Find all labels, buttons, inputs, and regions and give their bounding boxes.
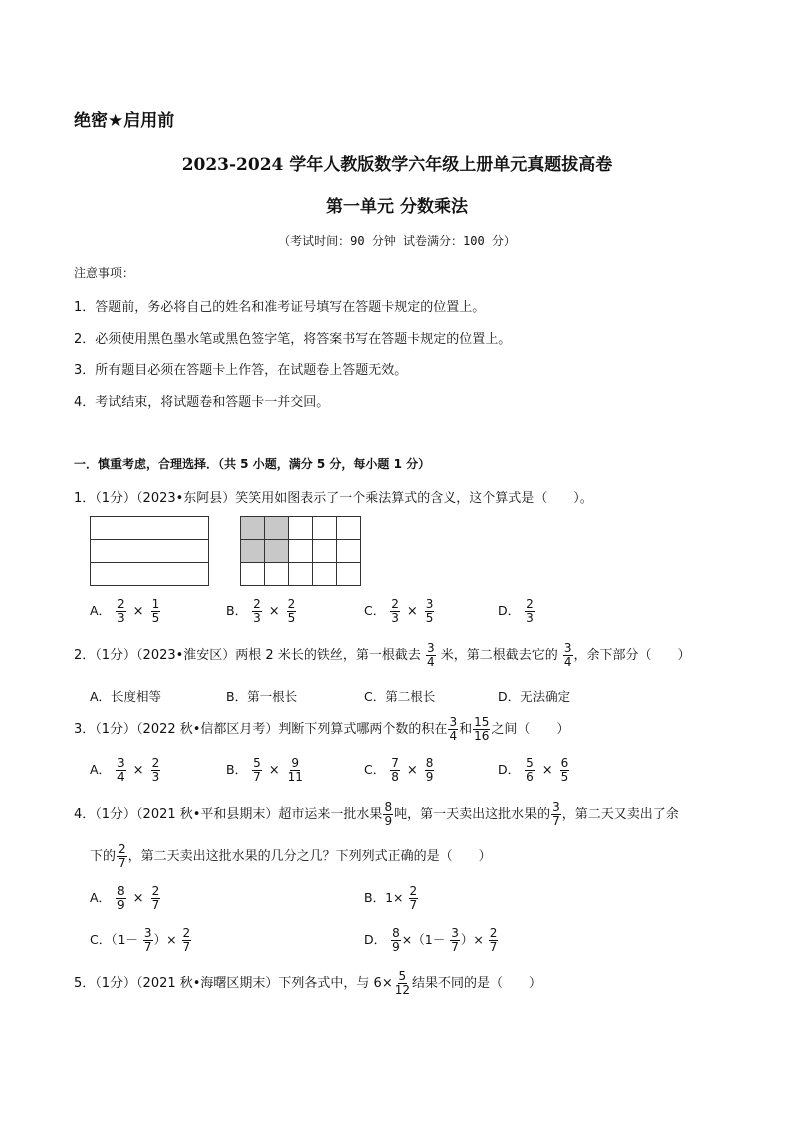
- question-2-stem: 2．（1分）（2023•淮安区）两根 2 米长的铁丝，第一根截去 $\frac{3}{4}$ 米，第二根截去它的 $\frac{3}{4}$ ，余下部分（ ）: [74, 641, 691, 669]
- q1-figure-left-grid: [90, 516, 209, 586]
- section-1-title: 一．慎重考虑，合理选择．（共 5 小题，满分 5 分，每小题 1 分）: [74, 457, 431, 471]
- shaded-cell: [241, 517, 265, 540]
- q2-option-b[interactable]: B．第一根长: [226, 689, 298, 704]
- q3-option-b[interactable]: B． $\frac{5}{7}$ × $\frac{9}{11}$: [226, 756, 303, 784]
- note-item-4: 4．考试结束，将试题卷和答题卡一并交回。: [74, 395, 330, 410]
- question-1-stem: 1．（1分）（2023•东阿县）笑笑用如图表示了一个乘法算式的含义，这个算式是（ ）。: [74, 491, 593, 506]
- question-3-stem: 3．（1分）（2022 秋•信都区月考）判断下列算式哪两个数的积在 $\frac{3}{4}$ 和 $\frac{15}{16}$ 之间（ ）: [74, 715, 570, 743]
- note-item-3: 3．所有题目必须在答题卡上作答，在试题卷上答题无效。: [74, 363, 408, 378]
- q3-option-a[interactable]: A． $\frac{3}{4}$ × $\frac{2}{3}$: [90, 756, 160, 784]
- q4-option-d[interactable]: D． $\frac{8}{9}$ ×（1－ $\frac{3}{7}$ ）× $\frac{2}{7}$: [364, 926, 498, 954]
- q3-option-d[interactable]: D． $\frac{5}{6}$ × $\frac{6}{5}$: [498, 756, 569, 784]
- q1-option-b[interactable]: B． $\frac{2}{3}$ × $\frac{2}{5}$: [226, 597, 296, 625]
- secret-mark: 绝密★启用前: [74, 111, 175, 131]
- notes-title: 注意事项：: [74, 266, 135, 280]
- exam-subtitle: 第一单元 分数乘法: [326, 197, 468, 217]
- exam-title: 2023-2024 学年人教版数学六年级上册单元真题拔高卷: [181, 155, 613, 175]
- question-4-stem-line-1: 4．（1分）（2021 秋•平和县期末）超市运来一批水果 $\frac{8}{9}$ 吨，第一天卖出这批水果的 $\frac{3}{7}$ ，第二天又卖出了余: [74, 800, 679, 828]
- q2-option-d[interactable]: D．无法确定: [498, 689, 571, 704]
- q1-option-a[interactable]: A． $\frac{2}{3}$ × $\frac{1}{5}$: [90, 597, 160, 625]
- shaded-cell: [241, 540, 265, 563]
- q1-option-c[interactable]: C． $\frac{2}{3}$ × $\frac{3}{5}$: [364, 597, 434, 625]
- q4-option-c[interactable]: C．（1－ $\frac{3}{7}$ ）× $\frac{2}{7}$: [90, 926, 191, 954]
- question-4-stem-line-2: 下的 $\frac{2}{7}$ ，第二天卖出这批水果的几分之几？下列列式正确的是（ ）: [90, 842, 492, 870]
- q2-option-a[interactable]: A．长度相等: [90, 689, 162, 704]
- shaded-cell: [265, 517, 289, 540]
- q3-option-c[interactable]: C． $\frac{7}{8}$ × $\frac{8}{9}$: [364, 756, 434, 784]
- q2-option-c[interactable]: C．第二根长: [364, 689, 436, 704]
- q4-option-b[interactable]: B．1× $\frac{2}{7}$: [364, 884, 418, 912]
- q4-option-a[interactable]: A． $\frac{8}{9}$ × $\frac{2}{7}$: [90, 884, 160, 912]
- q1-option-d[interactable]: D． $\frac{2}{3}$: [498, 597, 534, 625]
- exam-info: （考试时间：90 分钟 试卷满分：100 分）: [278, 234, 516, 248]
- q1-figure-right-grid: [240, 516, 361, 586]
- note-item-2: 2．必须使用黑色墨水笔或黑色签字笔，将答案书写在答题卡规定的位置上。: [74, 332, 512, 347]
- question-5-stem: 5．（1分）（2021 秋•海曙区期末）下列各式中，与 6× $\frac{5}{12}$ 结果不同的是（ ）: [74, 969, 543, 997]
- shaded-cell: [265, 540, 289, 563]
- note-item-1: 1．答题前，务必将自己的姓名和准考证号填写在答题卡规定的位置上。: [74, 300, 486, 315]
